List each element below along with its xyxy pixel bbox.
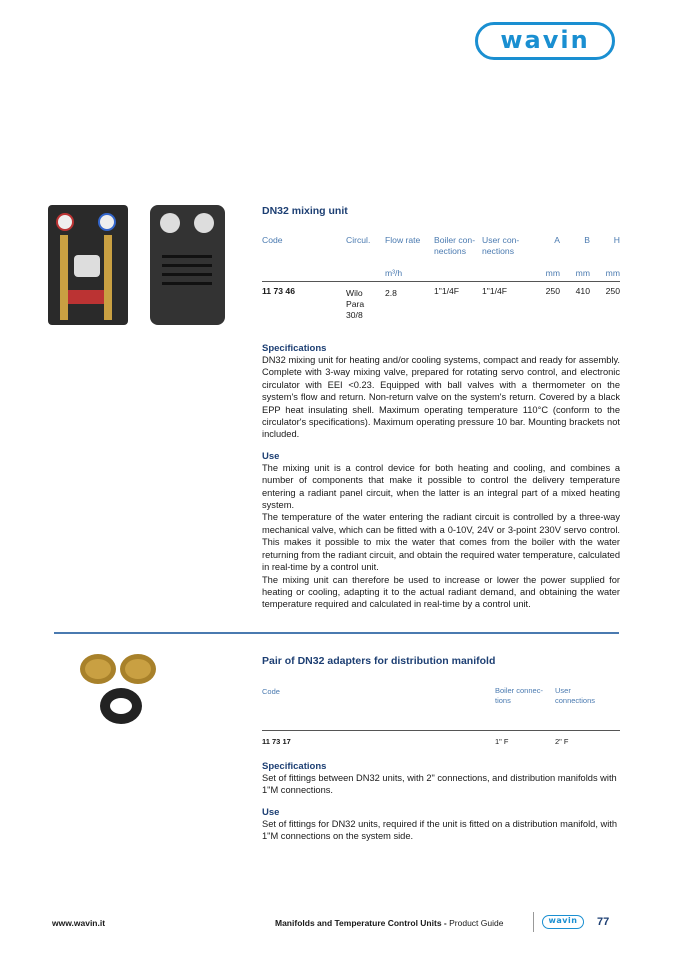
mixing-unit-open-image [48,205,128,325]
col-header: Flow rate [385,235,421,245]
use-text: The temperature of the water entering the radiant circuit is controlled by a three-way mechanical valve, which can be fitted with a 0-10V, 24V or 3-point 230V servo control. This makes it possible to mix the water that comes from the boiler with the water returning from the radiant circuit, and obtain the required water temperature, calculated in real-time by a control unit. [262,512,620,573]
cell: 1"1/4F [434,286,460,296]
cell: 250 [545,286,560,296]
col-header: User connections [555,686,596,705]
unit-label: m³/h [385,268,403,278]
spec-heading: Specifications [262,343,327,354]
cell: 2" F [555,737,569,746]
page-number: 77 [597,916,610,928]
adapters-image [78,650,188,730]
spec-text: Set of fittings between DN32 units, with 2" connections, and distribution manifolds with 1"M connections. [262,773,617,796]
cell: 250 [605,286,620,296]
col-header: Boiler connec- tions [495,686,543,705]
use-text: Set of fittings for DN32 units, required if the unit is fitted on a distribution manifold, with 1"M connections on the system side. [262,818,618,842]
mixing-unit-closed-image [150,205,225,325]
col-header: B [584,235,590,245]
use-heading: Use [262,450,280,462]
cell: 2.8 [385,288,397,298]
cell: 410 [575,286,590,296]
col-header: Boiler con- nections [434,235,476,256]
section-divider [54,632,619,634]
footer-title: Manifolds and Temperature Control Units - [275,918,450,928]
section-title: DN32 mixing unit [262,205,348,217]
spec-text: DN32 mixing unit for heating and/or cooling systems, compact and ready for assembly. Complete with 3-way mixing valve, prepared for rotating servo control, and electronic circulator with EEI <0.23. Equipped with ball valves with a thermometer on the system's flow and return. Non-return valve on the system's return. Covered by a black EPP heat insulating shell. Maximum operating temperature 110°C (conform to the circulator's specifications). Maximum operating pressure 10 bar. Mounting brackets not included. [262,355,620,440]
table-divider [262,730,620,731]
use-heading: Use [262,806,280,818]
cell: 1" F [495,737,509,746]
col-header: Code [262,235,283,245]
unit-label: mm [605,268,620,278]
use-text: The mixing unit can therefore be used to increase or lower the power supplied for heating or cooling, adapting it to the actual radiant demand, and obtaining the water temperature required and calculated in real-time by a control unit. [262,574,620,610]
col-header: User con- nections [482,235,520,256]
product-code: 11 73 46 [262,286,295,296]
col-header: Code [262,687,280,696]
cell: 1"1/4F [482,286,508,296]
cell: Wilo Para 30/8 [346,288,365,320]
footer-separator [533,912,534,932]
unit-label: mm [545,268,560,278]
section-title: Pair of DN32 adapters for distribution manifold [262,655,496,667]
col-header: Circul. [346,235,371,245]
unit-label: mm [575,268,590,278]
footer-wavin-logo: wavin [542,915,584,929]
wavin-logo: wavin [475,22,615,60]
footer-subtitle: Product Guide [449,918,504,928]
col-header: H [613,235,620,245]
use-text: The mixing unit is a control device for both heating and cooling, and combines a number of components that make it possible to control the delivery temperature entering a radiant panel circuit, when the latter is an integral part of a mixed heating system. [262,462,620,511]
spec-heading: Specifications [262,761,327,772]
footer-url[interactable]: www.wavin.it [52,918,106,928]
table-divider [262,281,620,282]
product-code: 11 73 17 [262,737,291,746]
col-header: A [554,235,560,245]
